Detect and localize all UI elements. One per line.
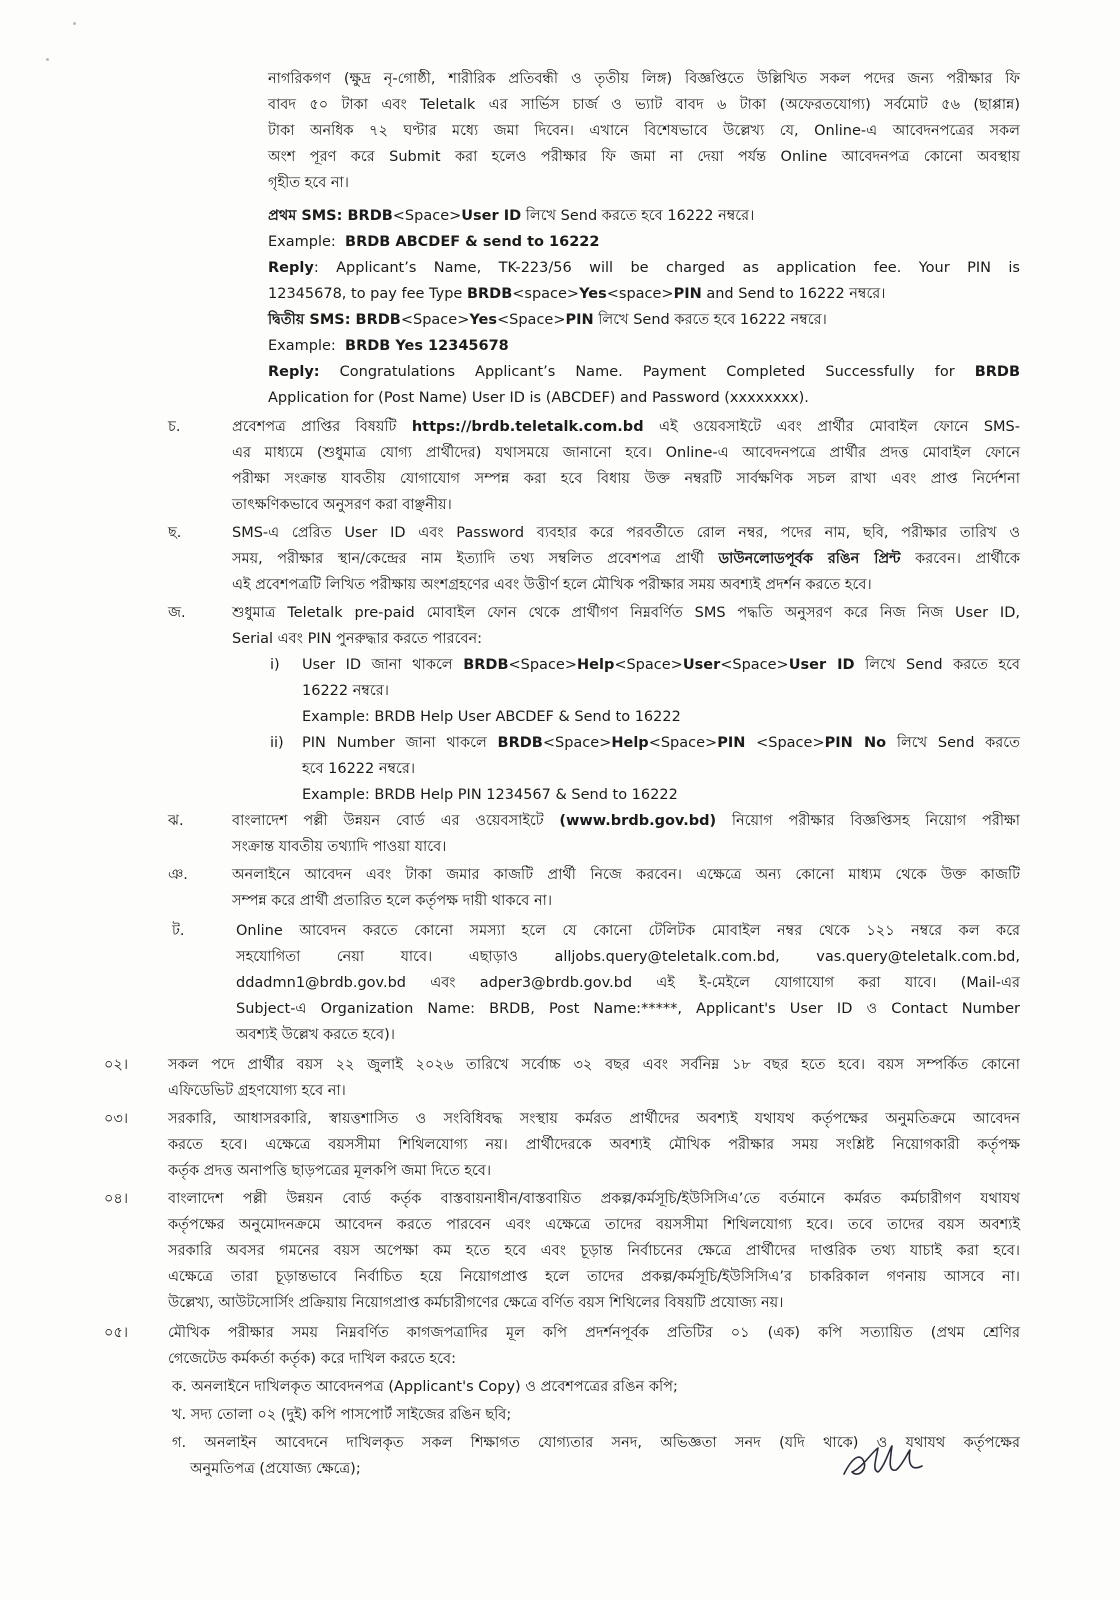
item-text: User ID জানা থাকলে: [302, 657, 464, 673]
section-line: সকল পদে প্রার্থীর বয়স ২২ জুলাই ২০২৬ তারিখে সর্বোচ্চ ৩২ বছর এবং সর্বনিম্ন ১৮ বছর হতে হবে। বয়স সম্পর্কিত কোনো: [168, 1057, 1020, 1073]
first-sms-label: প্রথম SMS: BRDB: [268, 208, 393, 224]
keyword-pin: PIN: [717, 735, 746, 751]
reply-label: Reply: [268, 260, 314, 276]
space-token: <Space>: [720, 657, 789, 673]
section-line: সরকারি, আধাসরকারি, স্বায়ত্তশাসিত ও সংবিধিবদ্ধ সংস্থায় কর্মরত প্রার্থীদের অবশ্যই যথাযথ কর্তৃপক্ষের অনুমতিক্রমে আবেদন: [168, 1111, 1020, 1127]
space-token: <Space>: [508, 657, 577, 673]
subitem-line: [302, 654, 1020, 676]
reply-text: : Applicant’s Name, TK-223/56 will be charged as application fee. Your PIN is: [313, 260, 1020, 276]
example-label: Example:: [268, 234, 336, 250]
item-line: অনলাইনে আবেদন এবং টাকা জমার কাজটি প্রার্থী নিজে করবেন। এক্ষেত্রে অন্য কোনো মাধ্যম থেকে উক্ত কাজটি: [232, 867, 1020, 883]
document-item: ক. অনলাইনে দাখিলকৃত আবেদনপত্র (Applicant's Copy) ও প্রবেশপত্রের রঙিন কপি;: [172, 1379, 678, 1395]
item-line: তাৎক্ষণিকভাবে অনুসরণ করা বাঞ্ছনীয়।: [232, 497, 452, 513]
example-value: BRDB ABCDEF & send to 16222: [345, 234, 600, 250]
item-line: SMS-এ প্রেরিত User ID এবং Password ব্যবহার করে পরবর্তীতে রোল নম্বর, পদের নাম, ছবি, পরীক্ষার তারিখ ও: [232, 525, 1020, 541]
section-line: মৌখিক পরীক্ষার সময় নিম্নবর্ণিত কাগজপত্রাদির মূল কপি প্রদর্শনপূর্বক প্রতিটির ০১ (এক) কপি সত্যায়িত (প্রথম শ্রেণির: [168, 1325, 1020, 1341]
section-number: ০৩।: [104, 1111, 129, 1127]
teletalk-url: https://brdb.teletalk.com.bd: [411, 419, 644, 435]
item-text: সময়, পরীক্ষার স্থান/কেন্দ্রের নাম ইত্যাদি তথ্য সম্বলিত প্রবেশপত্র প্রার্থী: [232, 551, 719, 567]
reply-text: and Send to 16222 নম্বরে।: [701, 286, 886, 302]
intro-line: নাগরিকগণ (ক্ষুদ্র নৃ-গোষ্ঠী, শারীরিক প্রতিবন্ধী ও তৃতীয় লিঙ্গ) বিজ্ঞপ্তিতে উল্লিখিত সকল পদের জন্য পরীক্ষার ফি: [268, 71, 1020, 87]
second-sms-tail: লিখে Send করতে হবে 16222 নম্বরে।: [593, 312, 827, 328]
item-line: সংক্রান্ত যাবতীয় তথ্যাদি পাওয়া যাবে।: [232, 839, 447, 855]
document-item: খ. সদ্য তোলা ০২ (দুই) কপি পাসপোর্ট সাইজের রঙিন ছবি;: [172, 1407, 512, 1423]
scan-speck: [73, 22, 76, 25]
item-text: লিখে Send করতে: [886, 735, 1020, 751]
section-line: এফিডেভিট গ্রহণযোগ্য হবে না।: [168, 1083, 346, 1099]
subitem-example: Example: BRDB Help PIN 1234567 & Send to 16222: [302, 787, 678, 803]
item-text: বাংলাদেশ পল্লী উন্নয়ন বোর্ড এর ওয়েবসাইটে: [232, 813, 560, 829]
item-line: Subject-এ Organization Name: BRDB, Post Name:*****, Applicant's User ID ও Contact Number: [236, 1001, 1020, 1017]
space-token: <Space>: [614, 657, 683, 673]
item-line: এর মাধ্যমে (শুধুমাত্র যোগ্য প্রার্থীদের) যথাসময়ে জানানো হবে। Online-এ আবেদনপত্রে প্রার্থীর প্রদত্ত মোবাইল ফোনে: [232, 445, 1020, 461]
section-number: ০২।: [104, 1057, 129, 1073]
item-marker: ট.: [172, 923, 185, 939]
item-marker: ঞ.: [168, 867, 188, 883]
item-marker: চ.: [168, 419, 181, 435]
document-item: গ. অনলাইন আবেদনে দাখিলকৃত সকল শিক্ষাগত যোগ্যতার সনদ, অভিজ্ঞতা সনদ (যদি থাকে) ও যথাযথ কর্তৃপক্ষের: [172, 1435, 1020, 1451]
item-line: [232, 810, 1020, 832]
section-line: গেজেটেড কর্মকর্তা কর্তৃক) করে দাখিল করতে হবে:: [168, 1351, 456, 1367]
section-line: উল্লেখ্য, আউটসোর্সিং প্রক্রিয়ায় নিয়োগপ্রাপ্ত কর্মচারীগণের ক্ষেত্রে বর্ণিত বয়স শিথিলের বিষয়টি প্রযোজ্য নয়।: [168, 1295, 784, 1311]
item-line: [232, 548, 1020, 570]
keyword-yes: Yes: [579, 286, 607, 302]
item-text: প্রবেশপত্র প্রাপ্তির বিষয়টি: [232, 419, 412, 435]
space-token: <Space>: [648, 735, 718, 751]
section-line: করতে হবে। এক্ষেত্রে বয়সসীমা শিথিলযোগ্য নয়। প্রার্থীদেরকে অবশ্যই মৌখিক পরীক্ষার সময় সংশ্লিষ্ট নিয়োগকারী কর্তৃপক্ষ: [168, 1137, 1020, 1153]
keyword-user-id: User ID: [788, 657, 855, 673]
section-number: ০৫।: [104, 1325, 129, 1341]
signature: [838, 1438, 928, 1483]
second-sms-label: দ্বিতীয় SMS: BRDB: [268, 312, 401, 328]
intro-line: বাবদ ৫০ টাকা এবং Teletalk এর সার্ভিস চার্জ ও ভ্যাট বাবদ ৬ টাকা (অফেরতযোগ্য) সর্বমোট ৫৬ (ছাপ্পান্ন): [268, 97, 1020, 113]
section-line: বাংলাদেশ পল্লী উন্নয়ন বোর্ড কর্তৃক বাস্তবায়নাধীন/বাস্তবায়িত প্রকল্প/কর্মসূচি/ইউসিসিএ’তে বর্তমানে কর্মরত কর্মচারীগণ যথাযথ: [168, 1191, 1020, 1207]
second-sms-line: [268, 309, 827, 331]
section-line: কর্তৃপক্ষের অনুমোদনক্রমে আবেদন করতে পারবেন এবং এক্ষেত্রে তাদের বয়সসীমা শিথিলযোগ্য হবে। তবে তাদের বয়স অবশ্যই: [168, 1217, 1020, 1233]
keyword-brdb: BRDB: [466, 286, 513, 302]
item-line: Online আবেদন করতে কোনো সমস্যা হলে যে কোনো টেলিটক মোবাইল নম্বর থেকে ১২১ নম্বরে কল করে: [236, 923, 1020, 939]
item-marker: জ.: [168, 605, 186, 621]
item-emphasis: ডাউনলোডপূর্বক রঙিন প্রিন্ট: [718, 551, 901, 567]
intro-line: গৃহীত হবে না।: [268, 175, 349, 191]
document-item: অনুমতিপত্র (প্রযোজ্য ক্ষেত্রে);: [190, 1461, 361, 1477]
item-line: Serial এবং PIN পুনরুদ্ধার করতে পারবেন:: [232, 631, 483, 647]
keyword-help: Help: [611, 735, 649, 751]
reply-line: Application for (Post Name) User ID is (ABCDEF) and Password (xxxxxxxx).: [268, 390, 809, 406]
user-id-token: User ID: [461, 208, 522, 224]
item-marker: ঝ.: [168, 813, 184, 829]
item-line: এই প্রবেশপত্রটি লিখিত পরীক্ষায় অংশগ্রহণের এবং উত্তীর্ণ হলে মৌখিক পরীক্ষার সময় অবশ্যই প্রদর্শন করতে হবে।: [232, 577, 872, 593]
keyword-brdb: BRDB: [463, 657, 509, 673]
reply-label: Reply:: [268, 364, 320, 380]
space-token: <space>: [606, 286, 674, 302]
reply-text: Congratulations Applicant’s Name. Payment Completed Successfully for: [319, 364, 975, 380]
space-token: <Space>: [745, 735, 825, 751]
item-line: সম্পন্ন করে প্রার্থী প্রতারিত হলে কর্তৃপক্ষ দায়ী থাকবে না।: [232, 893, 553, 909]
subitem-example: Example: BRDB Help User ABCDEF & Send to 16222: [302, 709, 681, 725]
keyword-pin-no: PIN No: [824, 735, 887, 751]
subitem-marker: ii): [270, 735, 284, 751]
space-token: <Space>: [497, 312, 566, 328]
item-text: লিখে Send করতে হবে: [854, 657, 1020, 673]
item-text: নিয়োগ পরীক্ষার বিজ্ঞপ্তিসহ নিয়োগ পরীক্ষা: [716, 813, 1020, 829]
intro-line: অংশ পূরণ করে Submit করা হলেও পরীক্ষার ফি জমা না দেয়া পর্যন্ত Online আবেদনপত্র কোনো অবস্থায়: [268, 149, 1020, 165]
keyword-brdb: BRDB: [497, 735, 543, 751]
scan-speck: [46, 58, 49, 61]
item-line: ddadmn1@brdb.gov.bd এবং adper3@brdb.gov.bd এই ই-মেইলে যোগাযোগ করা যাবে। (Mail-এর: [236, 975, 1020, 991]
example-label: Example:: [268, 338, 336, 354]
reply-line: [268, 283, 885, 305]
keyword-brdb: BRDB: [974, 364, 1020, 380]
item-text: এই ওয়েবসাইটে এবং প্রার্থীর মোবাইল ফোনে SMS-: [643, 419, 1020, 435]
item-line: [232, 416, 1020, 438]
section-line: কর্তৃক প্রদত্ত অনাপত্তি ছাড়পত্রের মূলকপি জমা দিতে হবে।: [168, 1163, 492, 1179]
subitem-line: 16222 নম্বরে।: [302, 683, 389, 699]
keyword-yes: Yes: [469, 312, 497, 328]
item-marker: ছ.: [168, 525, 182, 541]
keyword-pin: PIN: [673, 286, 702, 302]
item-text: PIN Number জানা থাকলে: [302, 735, 498, 751]
space-token: <Space>: [400, 312, 470, 328]
space-token: <space>: [512, 286, 580, 302]
item-line: সহযোগিতা নেয়া যাবে। এছাড়াও alljobs.query@teletalk.com.bd, vas.query@teletalk.com.bd,: [236, 949, 1020, 965]
subitem-line: [302, 732, 1020, 754]
keyword-pin: PIN: [565, 312, 594, 328]
item-line: অবশ্যই উল্লেখ করতে হবে)।: [236, 1027, 395, 1043]
item-line: শুধুমাত্র Teletalk pre-paid মোবাইল ফোন থেকে প্রার্থীগণ নিম্নবর্ণিত SMS পদ্ধতি অনুসরণ করে নিজ নিজ User ID,: [232, 605, 1020, 621]
subitem-line: হবে 16222 নম্বরে।: [302, 761, 416, 777]
first-sms-tail: লিখে Send করতে হবে 16222 নম্বরে।: [521, 208, 755, 224]
example-line: [268, 335, 509, 357]
item-line: পরীক্ষা সংক্রান্ত যাবতীয় যোগাযোগ সম্পন্ন করা হবে বিধায় উক্ত নম্বরটি সার্বক্ষণিক সচল রাখা এবং প্রাপ্ত নির্দেশনা: [232, 471, 1020, 487]
reply-line: [268, 257, 1020, 279]
item-text: করবেন। প্রার্থীকে: [900, 551, 1020, 567]
example-line: [268, 231, 599, 253]
intro-line: টাকা অনধিক ৭২ ঘণ্টার মধ্যে জমা দিবেন। এখানে বিশেষভাবে উল্লেখ্য যে, Online-এ আবেদনপত্রের সকল: [268, 123, 1020, 139]
space-token: <Space>: [392, 208, 462, 224]
brdb-website: (www.brdb.gov.bd): [559, 813, 717, 829]
space-token: <Space>: [542, 735, 612, 751]
first-sms-line: [268, 205, 754, 227]
example-value: BRDB Yes 12345678: [345, 338, 509, 354]
section-line: এক্ষেত্রে তারা চূড়ান্তভাবে নির্বাচিত হয়ে নিয়োগপ্রাপ্ত হলে তাদের প্রকল্প/কর্মসূচি/ইউসিসিএ’র চাকরিকাল গণনায় আসবে না।: [168, 1269, 1020, 1285]
section-number: ০৪।: [104, 1191, 129, 1207]
section-line: সরকারি অবসর গমনের বয়স অপেক্ষা কম হতে হবে এবং চূড়ান্ত নির্বাচনের ক্ষেত্রে প্রার্থীদের দাপ্তরিক তথ্য যাচাই করা হবে।: [168, 1243, 1020, 1259]
keyword-help: Help: [577, 657, 615, 673]
reply-text: 12345678, to pay fee Type: [268, 286, 467, 302]
keyword-user: User: [682, 657, 721, 673]
reply-line: [268, 361, 1020, 383]
subitem-marker: i): [270, 657, 280, 673]
